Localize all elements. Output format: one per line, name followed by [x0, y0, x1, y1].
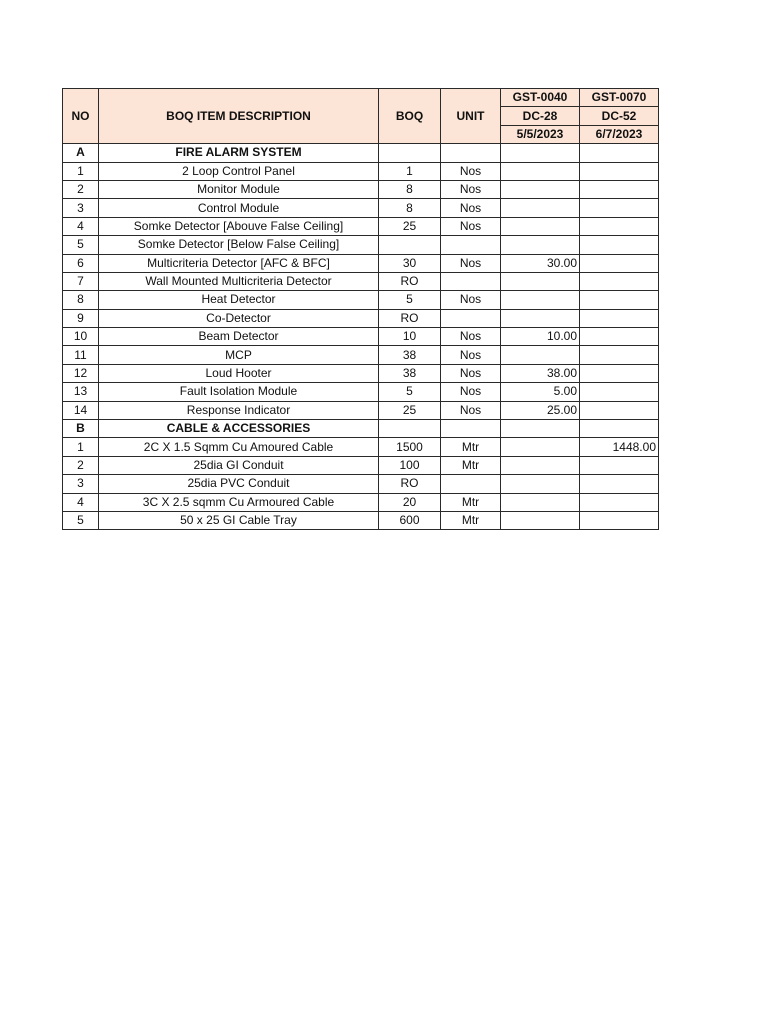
cell-description: Loud Hooter — [99, 364, 379, 382]
cell-unit: Nos — [441, 162, 501, 180]
cell-gst-0070 — [580, 254, 659, 272]
cell-gst-0040 — [501, 346, 580, 364]
cell-unit: Mtr — [441, 493, 501, 511]
cell-gst-0070 — [580, 180, 659, 198]
cell-gst-0070 — [580, 328, 659, 346]
cell-gst-0070 — [580, 456, 659, 474]
cell-gst-0040 — [501, 180, 580, 198]
cell-no: 12 — [63, 364, 99, 382]
cell-gst-0070 — [580, 199, 659, 217]
table-row — [63, 511, 659, 529]
cell-gst-0040 — [501, 309, 580, 327]
cell-description: Somke Detector [Abouve False Ceiling] — [99, 217, 379, 235]
cell-gst-0040 — [501, 493, 580, 511]
cell-description: Somke Detector [Below False Ceiling] — [99, 236, 379, 254]
table-row — [63, 364, 659, 382]
table-row — [63, 180, 659, 198]
cell-description: 25dia PVC Conduit — [99, 475, 379, 493]
cell-gst-0070 — [580, 420, 659, 438]
cell-gst-0070 — [580, 475, 659, 493]
cell-boq: 25 — [379, 217, 441, 235]
cell-gst-0040: 10.00 — [501, 328, 580, 346]
cell-gst-0040 — [501, 511, 580, 529]
cell-unit: Nos — [441, 254, 501, 272]
cell-description: 3C X 2.5 sqmm Cu Armoured Cable — [99, 493, 379, 511]
cell-description: Fault Isolation Module — [99, 383, 379, 401]
table-row — [63, 475, 659, 493]
cell-description: Control Module — [99, 199, 379, 217]
table-row — [63, 254, 659, 272]
cell-gst-0040 — [501, 236, 580, 254]
cell-gst-0070 — [580, 401, 659, 419]
cell-gst-0040: 30.00 — [501, 254, 580, 272]
cell-description: FIRE ALARM SYSTEM — [99, 144, 379, 162]
cell-unit: Mtr — [441, 511, 501, 529]
header-col1-dc: DC-28 — [501, 107, 580, 125]
cell-gst-0040 — [501, 199, 580, 217]
cell-boq — [379, 420, 441, 438]
header-unit: UNIT — [441, 89, 501, 144]
cell-no: 2 — [63, 180, 99, 198]
cell-unit: Nos — [441, 217, 501, 235]
table-row — [63, 291, 659, 309]
cell-gst-0070: 1448.00 — [580, 438, 659, 456]
cell-gst-0040: 25.00 — [501, 401, 580, 419]
table-row — [63, 217, 659, 235]
cell-unit — [441, 236, 501, 254]
table-header — [63, 89, 659, 144]
header-col2-date: 6/7/2023 — [580, 125, 659, 143]
cell-no: 6 — [63, 254, 99, 272]
cell-boq: 20 — [379, 493, 441, 511]
cell-no: 4 — [63, 493, 99, 511]
cell-no: 5 — [63, 236, 99, 254]
cell-no: 5 — [63, 511, 99, 529]
cell-description: Heat Detector — [99, 291, 379, 309]
table-row — [63, 438, 659, 456]
cell-gst-0070 — [580, 236, 659, 254]
cell-unit: Mtr — [441, 456, 501, 474]
cell-no: 3 — [63, 199, 99, 217]
cell-description: Response Indicator — [99, 401, 379, 419]
cell-boq: 5 — [379, 383, 441, 401]
cell-gst-0040 — [501, 456, 580, 474]
table-row — [63, 236, 659, 254]
header-col2-dc: DC-52 — [580, 107, 659, 125]
cell-description: CABLE & ACCESSORIES — [99, 420, 379, 438]
cell-boq: 10 — [379, 328, 441, 346]
cell-no: 13 — [63, 383, 99, 401]
cell-boq: 1 — [379, 162, 441, 180]
cell-boq: RO — [379, 475, 441, 493]
header-col2-ref: GST-0070 — [580, 89, 659, 107]
cell-gst-0070 — [580, 383, 659, 401]
header-description: BOQ ITEM DESCRIPTION — [99, 89, 379, 144]
cell-unit: Nos — [441, 346, 501, 364]
cell-unit — [441, 420, 501, 438]
cell-unit: Nos — [441, 180, 501, 198]
table-row — [63, 162, 659, 180]
header-boq: BOQ — [379, 89, 441, 144]
cell-no: 9 — [63, 309, 99, 327]
cell-description: Multicriteria Detector [AFC & BFC] — [99, 254, 379, 272]
cell-no: B — [63, 420, 99, 438]
cell-no: 1 — [63, 162, 99, 180]
cell-no: 11 — [63, 346, 99, 364]
table-row — [63, 401, 659, 419]
table-row — [63, 328, 659, 346]
header-col1-ref: GST-0040 — [501, 89, 580, 107]
cell-unit: Nos — [441, 328, 501, 346]
cell-unit: Nos — [441, 291, 501, 309]
header-no: NO — [63, 89, 99, 144]
cell-no: 8 — [63, 291, 99, 309]
cell-unit — [441, 272, 501, 290]
cell-gst-0070 — [580, 511, 659, 529]
cell-boq: 38 — [379, 346, 441, 364]
cell-no: 3 — [63, 475, 99, 493]
cell-boq: 1500 — [379, 438, 441, 456]
cell-gst-0040 — [501, 420, 580, 438]
cell-boq: 100 — [379, 456, 441, 474]
cell-boq: 25 — [379, 401, 441, 419]
table-body — [63, 144, 659, 530]
cell-no: 7 — [63, 272, 99, 290]
cell-gst-0040 — [501, 217, 580, 235]
cell-gst-0070 — [580, 217, 659, 235]
cell-boq: 30 — [379, 254, 441, 272]
table-row — [63, 199, 659, 217]
cell-gst-0070 — [580, 493, 659, 511]
cell-description: 50 x 25 GI Cable Tray — [99, 511, 379, 529]
table-row — [63, 456, 659, 474]
table-row — [63, 272, 659, 290]
cell-unit — [441, 309, 501, 327]
cell-boq: 8 — [379, 199, 441, 217]
cell-description: Wall Mounted Multicriteria Detector — [99, 272, 379, 290]
cell-description: 2 Loop Control Panel — [99, 162, 379, 180]
cell-gst-0040 — [501, 162, 580, 180]
cell-unit — [441, 144, 501, 162]
cell-gst-0070 — [580, 144, 659, 162]
cell-unit: Nos — [441, 383, 501, 401]
cell-gst-0070 — [580, 162, 659, 180]
cell-no: 4 — [63, 217, 99, 235]
boq-table — [62, 88, 659, 530]
cell-unit — [441, 475, 501, 493]
cell-gst-0070 — [580, 291, 659, 309]
cell-unit: Nos — [441, 401, 501, 419]
cell-boq: 38 — [379, 364, 441, 382]
cell-unit: Nos — [441, 364, 501, 382]
table-row — [63, 493, 659, 511]
cell-gst-0040: 38.00 — [501, 364, 580, 382]
cell-boq: RO — [379, 309, 441, 327]
cell-no: 2 — [63, 456, 99, 474]
cell-description: 2C X 1.5 Sqmm Cu Amoured Cable — [99, 438, 379, 456]
cell-boq: 8 — [379, 180, 441, 198]
section-row — [63, 144, 659, 162]
cell-unit: Nos — [441, 199, 501, 217]
section-row — [63, 420, 659, 438]
cell-description: MCP — [99, 346, 379, 364]
cell-gst-0040 — [501, 272, 580, 290]
cell-no: 1 — [63, 438, 99, 456]
cell-boq — [379, 144, 441, 162]
cell-gst-0040 — [501, 291, 580, 309]
cell-gst-0070 — [580, 364, 659, 382]
cell-no: 14 — [63, 401, 99, 419]
cell-boq: RO — [379, 272, 441, 290]
header-col1-date: 5/5/2023 — [501, 125, 580, 143]
cell-gst-0070 — [580, 346, 659, 364]
cell-description: 25dia GI Conduit — [99, 456, 379, 474]
table-row — [63, 383, 659, 401]
cell-boq — [379, 236, 441, 254]
cell-gst-0070 — [580, 272, 659, 290]
cell-unit: Mtr — [441, 438, 501, 456]
cell-gst-0040 — [501, 144, 580, 162]
cell-gst-0040 — [501, 475, 580, 493]
cell-gst-0040: 5.00 — [501, 383, 580, 401]
cell-gst-0070 — [580, 309, 659, 327]
cell-description: Beam Detector — [99, 328, 379, 346]
cell-no: 10 — [63, 328, 99, 346]
cell-description: Monitor Module — [99, 180, 379, 198]
cell-boq: 5 — [379, 291, 441, 309]
cell-no: A — [63, 144, 99, 162]
table-row — [63, 346, 659, 364]
cell-boq: 600 — [379, 511, 441, 529]
cell-gst-0040 — [501, 438, 580, 456]
cell-description: Co-Detector — [99, 309, 379, 327]
table-row — [63, 309, 659, 327]
